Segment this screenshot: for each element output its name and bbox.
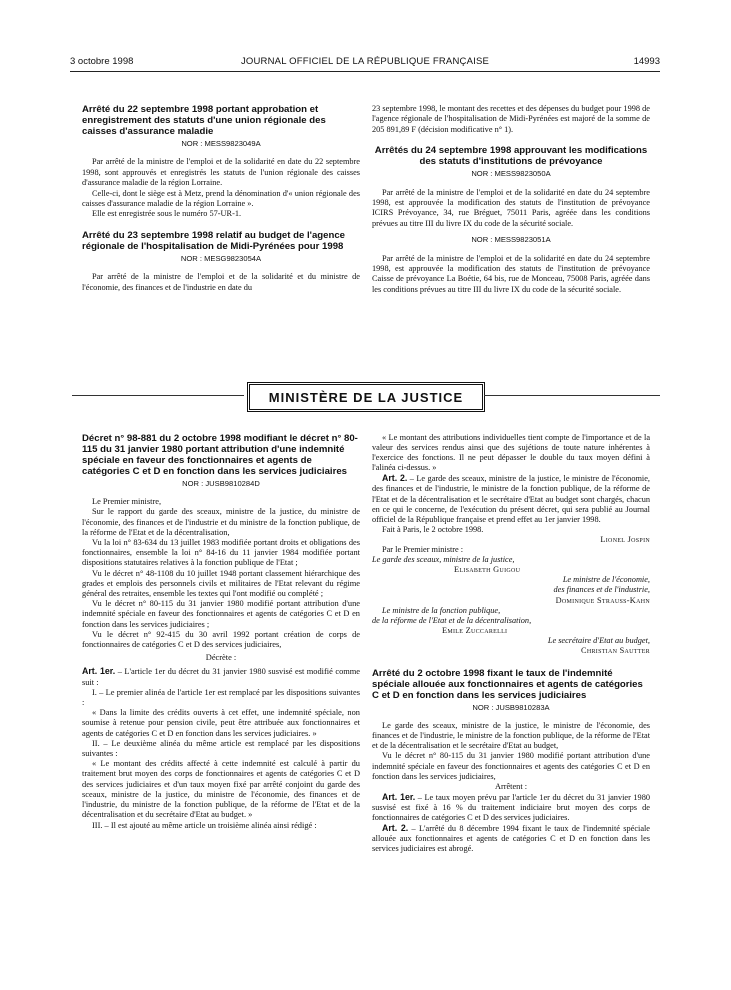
signatory-role: des finances et de l'industrie, <box>553 585 650 595</box>
article-title: Arrêtés du 24 septembre 1998 approuvant les modifications des statuts d'institutions de prévoyance <box>374 145 648 168</box>
paragraph: « Le montant des crédits affecté à cette indemnité est calculé à partir du traitement brut moyen des corps de fonctionnaires et agents de catégories C et D des services judiciaires et d'un taux moyen fixé par arrêté conjoint du garde des sceaux, ministre de la justice, du ministre de l'économie, des finances et de l'industrie, du ministre de la fonction publique, de la réforme de l'Etat et de la décentralisation et du secrétaire d'Etat au budget. » <box>82 759 360 820</box>
article-number: Art. 1er. <box>382 791 416 802</box>
paragraph: Elle est enregistrée sous le numéro 57-UR-1. <box>92 209 242 219</box>
paragraph: Vu le décret n° 92-415 du 30 avril 1992 portant création de corps de fonctionnaires de catégories C et D des services judiciaires, <box>82 629 360 650</box>
paragraph: Par arrêté de la ministre de l'emploi et de la solidarité en date du 24 septembre 1998, est approuvée la modification des statuts de l'institution de prévoyance Caisse de prévoyance La Boétie, 64 bis, rue de Monceau, 75008 Paris, agréée dans les conditions prévues au titre III du livre IX du code de la sécurité sociale. <box>372 253 650 294</box>
article-title: Arrêté du 2 octobre 1998 fixant le taux de l'indemnité spéciale allouée aux fonctionnaires et agents de catégories C et D en fonction dans les services judiciaires <box>372 668 643 702</box>
paragraph: « Dans la limite des crédits ouverts à cet effet, une indemnité spéciale, non soumise à retenue pour pension civile, peut être attribuée aux fonctionnaires et agents de catégories C et D en fonction dans les services judiciaires. » <box>82 708 360 738</box>
top-left-column <box>82 104 360 293</box>
bottom-right-column <box>372 433 650 854</box>
top-right-column <box>372 104 650 295</box>
banner-rule-left <box>72 395 244 396</box>
signatory-role: Le garde des sceaux, ministre de la justice, <box>372 555 515 565</box>
paragraph: Par le Premier ministre : <box>382 545 464 555</box>
journal-title: JOURNAL OFFICIEL DE LA RÉPUBLIQUE FRANÇAISE <box>240 56 490 67</box>
paragraph: Vu le décret n° 80-115 du 31 janvier 1980 modifié portant attribution d'une indemnité spéciale en faveur des fonctionnaires et agents des catégories C et D en fonction dans les services judiciaires, <box>372 751 650 781</box>
arretent-label: Arrêtent : <box>494 781 528 791</box>
article-text: – Le taux moyen prévu par l'article 1er du décret du 31 janvier 1980 susvisé est fixé à 16 % du traitement indiciaire brut moyen des corps de fonctionnaires de catégories C et D des services judiciaires. <box>372 792 650 822</box>
signatory-role: Le ministre de l'économie, <box>562 575 650 585</box>
signature: Emile Zuccarelli <box>442 625 508 635</box>
article-title: Arrêté du 23 septembre 1998 relatif au budget de l'agence régionale de l'hospitalisation de Midi-Pyrénées pour 1998 <box>82 229 346 252</box>
article-text: – L'article 1er du décret du 31 janvier 1980 susvisé est modifié comme suit : <box>82 667 360 687</box>
nor-reference: NOR : JUSB9810284D <box>182 479 260 488</box>
paragraph: Le Premier ministre, <box>92 497 162 507</box>
nor-reference: NOR : MESS9823051A <box>471 235 551 245</box>
paragraph: Par arrêté de la ministre de l'emploi et de la solidarité en date du 24 septembre 1998, est approuvée la modification des statuts de l'institution de prévoyance ICIRS Prévoyance, 34, rue Bréguet, 75011 Paris, agréée dans les conditions prévues au titre III du livre IX du code de la sécurité sociale. <box>372 187 650 228</box>
article-text: – L'arrêté du 8 décembre 1994 fixant le taux de l'indemnité spéciale allouée aux fonctionnaires et agents de catégories C et D en fonction dans les services judiciaires est abrogé. <box>372 824 650 854</box>
article-number: Art. 2. <box>382 473 408 484</box>
banner-rule-right <box>484 395 660 396</box>
article-title: Arrêté du 22 septembre 1998 portant approbation et enregistrement des statuts d'une union régionale des caisses d'assurance maladie <box>82 104 326 137</box>
nor-reference: NOR : MESG9823054A <box>180 253 262 263</box>
article-number: Art. 2. <box>382 823 409 834</box>
paragraph: 23 septembre 1998, le montant des recettes et des dépenses du budget pour 1998 de l'agence régionale de l'hospitalisation de Midi-Pyrénées est majoré de la somme de 205 891,89 F (décision modificative n° 1). <box>372 104 650 134</box>
paragraph: « Le montant des attributions individuelles tient compte de l'importance et de la valeur des services rendus ainsi que des sujétions de toute nature inhérentes à l'exercice des fonctions. Il ne peut dépasser le double du taux moyen défini à l'alinéa ci-dessus. » <box>372 433 650 473</box>
nor-reference: NOR : MESS9823049A <box>181 139 261 148</box>
article-text: – Le garde des sceaux, ministre de la justice, le ministre de l'économie, des finances et de l'industrie, le ministre de la fonction publique, de la réforme de l'Etat et de la décentralisation et le secrétaire d'Etat au budget sont chargés, chacun en ce qui le concerne, de l'exécution du présent décret, qui sera publié au Journal officiel de la République française et prend effet au 1er janvier 1998. <box>372 474 650 524</box>
signatory-role: Le secrétaire d'Etat au budget, <box>547 635 650 645</box>
page-header <box>70 56 660 70</box>
paragraph: I. – Le premier alinéa de l'article 1er est remplacé par les dispositions suivantes : <box>82 687 360 708</box>
paragraph: Par arrêté de la ministre de l'emploi et de la solidarité en date du 22 septembre 1998, sont approuvés et enregistrés les statuts de l'union régionale des caisses d'assurance maladie de la région Lorraine. <box>82 157 360 188</box>
header-rule <box>70 71 660 72</box>
decrete-label: Décrète : <box>205 653 237 663</box>
nor-reference: NOR : MESS9823050A <box>471 169 551 179</box>
paragraph: Vu la loi n° 83-634 du 13 juillet 1983 modifiée portant droits et obligations des fonctionnaires, ensemble la loi n° 84-16 du 11 janvier 1984 modifiée portant dispositions statutaires relatives à la fonction publique de l'Etat ; <box>82 538 360 568</box>
page-number: 14993 <box>633 56 660 67</box>
signatory-role: de la réforme de l'Etat et de la décentralisation, <box>372 615 532 625</box>
paragraph: Le garde des sceaux, ministre de la justice, le ministre de l'économie, des finances et de l'industrie, le ministre de la fonction publique, de la réforme de l'Etat et de la décentralisation et le secrétaire d'Etat au budget, <box>372 721 650 751</box>
signature: Christian Sautter <box>581 645 650 655</box>
paragraph: Vu le décret n° 48-1108 du 10 juillet 1948 portant classement hiérarchique des grades et emplois des personnels civils et militaires de l'Etat relevant du régime général des retraites, ensemble les textes qui l'ont modifié ou complété ; <box>82 568 360 599</box>
signature: Lionel Jospin <box>600 534 650 544</box>
paragraph: Par arrêté de la ministre de l'emploi et de la solidarité et du ministre de l'économie, des finances et de l'industrie en date du <box>82 272 360 292</box>
paragraph: II. – Le deuxième alinéa du même article est remplacé par les dispositions suivantes : <box>82 738 360 759</box>
signatory-role: Le ministre de la fonction publique, <box>382 605 501 615</box>
paragraph: III. – Il est ajouté au même article un troisième alinéa ainsi rédigé : <box>92 820 317 830</box>
signature: Elisabeth Guigou <box>454 565 521 575</box>
bottom-left-column <box>82 433 360 831</box>
nor-reference: NOR : JUSB9810283A <box>472 703 550 713</box>
decree-title: Décret n° 98-881 du 2 octobre 1998 modifiant le décret n° 80-115 du 31 janvier 1980 portant attribution d'une indemnité spéciale en faveur des fonctionnaires et agents de catégories C et D en fonction dans les services judiciaires <box>82 433 358 477</box>
paragraph: Sur le rapport du garde des sceaux, ministre de la justice, du ministre de l'économie, des finances et de l'industrie et du ministre de la fonction publique, de la réforme de l'Etat et de la décentralisation, <box>82 507 360 537</box>
paragraph: Vu le décret n° 80-115 du 31 janvier 1980 modifié portant attribution d'une indemnité spéciale en faveur des fonctionnaires et agents de catégories C et D en fonction dans les services judiciaires ; <box>82 599 360 629</box>
paragraph: Fait à Paris, le 2 octobre 1998. <box>382 524 484 534</box>
header-date: 3 octobre 1998 <box>70 56 134 67</box>
ministry-banner: MINISTÈRE DE LA JUSTICE <box>247 382 485 412</box>
signature: Dominique Strauss-Kahn <box>555 595 650 605</box>
article-number: Art. 1er. <box>82 666 116 677</box>
paragraph: Celle-ci, dont le siège est à Metz, prend la dénomination d'« union régionale des caisses d'assurance maladie de la région Lorraine ». <box>82 188 360 209</box>
